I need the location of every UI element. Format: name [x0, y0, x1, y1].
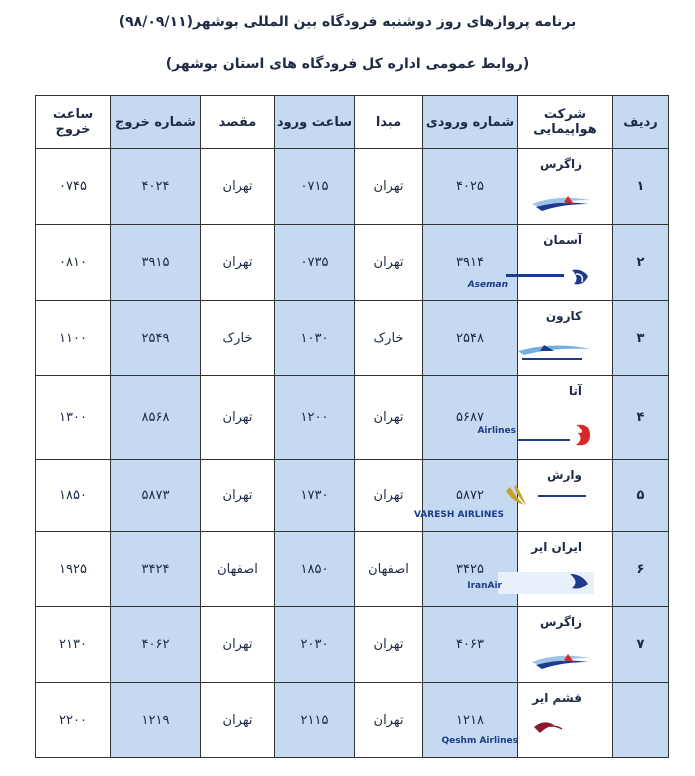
col-header-departure-no: شماره خروج — [111, 96, 201, 149]
airline-name: آتا — [568, 384, 582, 398]
row-number-cell: ۷ — [613, 607, 669, 683]
arrival-number-cell: ۴۰۲۵ — [423, 149, 518, 225]
airline-cell — [518, 607, 613, 683]
destination-cell: تهران — [201, 376, 275, 460]
table-row — [36, 532, 669, 607]
airline-logo-text: Airlines — [477, 426, 516, 436]
arrival-time-cell: ۰۷۳۵ — [275, 225, 355, 301]
destination-cell: تهران — [201, 225, 275, 301]
arrival-time-cell: ۱۷۳۰ — [275, 460, 355, 532]
arrival-time-cell: ۰۷۱۵ — [275, 149, 355, 225]
arrival-number-cell: ۲۵۴۸ — [423, 301, 518, 376]
table-header-row — [36, 96, 669, 149]
arrival-time-cell: ۲۰۳۰ — [275, 607, 355, 683]
origin-cell: تهران — [355, 376, 423, 460]
airline-logo-icon — [528, 192, 594, 218]
airline-name: ایران ایر — [531, 540, 582, 554]
departure-number-cell: ۵۸۷۳ — [111, 460, 201, 532]
table-row — [36, 607, 669, 683]
row-number-cell: ۶ — [613, 532, 669, 607]
arrival-time-cell: ۱۰۳۰ — [275, 301, 355, 376]
arrival-time-cell: ۱۲۰۰ — [275, 376, 355, 460]
departure-number-cell: ۲۵۴۹ — [111, 301, 201, 376]
departure-time-cell: ۲۱۳۰ — [36, 607, 111, 683]
airline-logo-icon — [467, 266, 594, 294]
row-number-cell — [613, 683, 669, 758]
airline-name: وارش — [546, 468, 582, 482]
airline-logo-text: IranAir — [467, 581, 502, 591]
origin-cell: اصفهان — [355, 532, 423, 607]
table-row — [36, 376, 669, 460]
airline-name: زاگرس — [539, 615, 582, 629]
departure-number-cell: ۸۵۶۸ — [111, 376, 201, 460]
arrival-number-cell: ۱۲۱۸ — [423, 683, 518, 758]
origin-cell: تهران — [355, 225, 423, 301]
col-header-airline-line2: هواپیمایی — [533, 122, 597, 137]
origin-cell: تهران — [355, 683, 423, 758]
table-row — [36, 683, 669, 758]
departure-number-cell: ۱۲۱۹ — [111, 683, 201, 758]
col-header-arrival-no: شماره ورودی — [423, 96, 518, 149]
airline-cell — [477, 376, 613, 460]
departure-number-cell: ۳۴۲۴ — [111, 532, 201, 607]
departure-time-cell: ۰۸۱۰ — [36, 225, 111, 301]
flight-schedule-table — [35, 95, 669, 758]
departure-time-cell: ۰۷۴۵ — [36, 149, 111, 225]
departure-time-cell: ۱۳۰۰ — [36, 376, 111, 460]
airline-logo-text: Qeshm Airlines — [441, 736, 518, 746]
departure-number-cell: ۴۰۲۴ — [111, 149, 201, 225]
airline-cell — [518, 301, 613, 376]
page-subtitle: (روابط عمومی اداره کل فرودگاه های استان بوشهر) — [165, 56, 530, 72]
table-row — [36, 225, 669, 301]
col-header-row: ردیف — [613, 96, 669, 149]
arrival-time-cell: ۱۸۵۰ — [275, 532, 355, 607]
airline-logo-text: Aseman — [467, 280, 508, 290]
col-header-airline-line1: شرکت — [543, 107, 587, 122]
arrival-number-cell: ۳۹۱۴ — [423, 225, 518, 301]
col-header-origin: مبدا — [355, 96, 423, 149]
origin-cell: تهران — [355, 607, 423, 683]
destination-cell: خارک — [201, 301, 275, 376]
destination-cell: تهران — [201, 149, 275, 225]
origin-cell: تهران — [355, 149, 423, 225]
destination-cell: تهران — [201, 607, 275, 683]
row-number-cell: ۴ — [613, 376, 669, 460]
table-row — [36, 460, 669, 532]
departure-time-cell: ۲۲۰۰ — [36, 683, 111, 758]
table-row — [36, 149, 669, 225]
airline-cell — [518, 149, 613, 225]
departure-number-cell: ۴۰۶۲ — [111, 607, 201, 683]
origin-cell: تهران — [355, 460, 423, 532]
airline-name: آسمان — [543, 233, 582, 247]
row-number-cell: ۲ — [613, 225, 669, 301]
arrival-time-cell: ۲۱۱۵ — [275, 683, 355, 758]
airline-name: زاگرس — [539, 157, 582, 171]
col-header-departure-time: ساعت خروج — [36, 96, 111, 149]
col-header-airline — [518, 96, 613, 149]
arrival-number-cell: ۴۰۶۳ — [423, 607, 518, 683]
departure-time-cell: ۱۸۵۰ — [36, 460, 111, 532]
airline-logo-icon — [467, 570, 594, 600]
airline-logo-icon — [477, 421, 594, 453]
destination-cell: اصفهان — [201, 532, 275, 607]
departure-number-cell: ۳۹۱۵ — [111, 225, 201, 301]
col-header-arrival-time: ساعت ورود — [275, 96, 355, 149]
arrival-number-cell: ۵۸۷۲ — [423, 460, 518, 532]
airline-logo-icon — [514, 341, 594, 369]
arrival-number-cell: ۳۴۲۵ — [423, 532, 518, 607]
airline-name: کارون — [545, 309, 582, 323]
destination-cell: تهران — [201, 460, 275, 532]
airline-logo-icon — [528, 650, 594, 676]
airline-logo-text: VARESH AIRLINES — [413, 510, 504, 520]
arrival-number-cell: ۵۶۸۷ — [423, 376, 518, 460]
departure-time-cell: ۱۱۰۰ — [36, 301, 111, 376]
destination-cell: تهران — [201, 683, 275, 758]
row-number-cell: ۵ — [613, 460, 669, 532]
page-title: برنامه پروازهای روز دوشنبه فرودگاه بین المللی بوشهر(۹۸/۰۹/۱۱) — [118, 14, 577, 30]
row-number-cell: ۱ — [613, 149, 669, 225]
departure-time-cell: ۱۹۲۵ — [36, 532, 111, 607]
row-number-cell: ۳ — [613, 301, 669, 376]
col-header-destination: مقصد — [201, 96, 275, 149]
table-row — [36, 301, 669, 376]
airline-name: قشم ایر — [532, 691, 582, 705]
origin-cell: خارک — [355, 301, 423, 376]
